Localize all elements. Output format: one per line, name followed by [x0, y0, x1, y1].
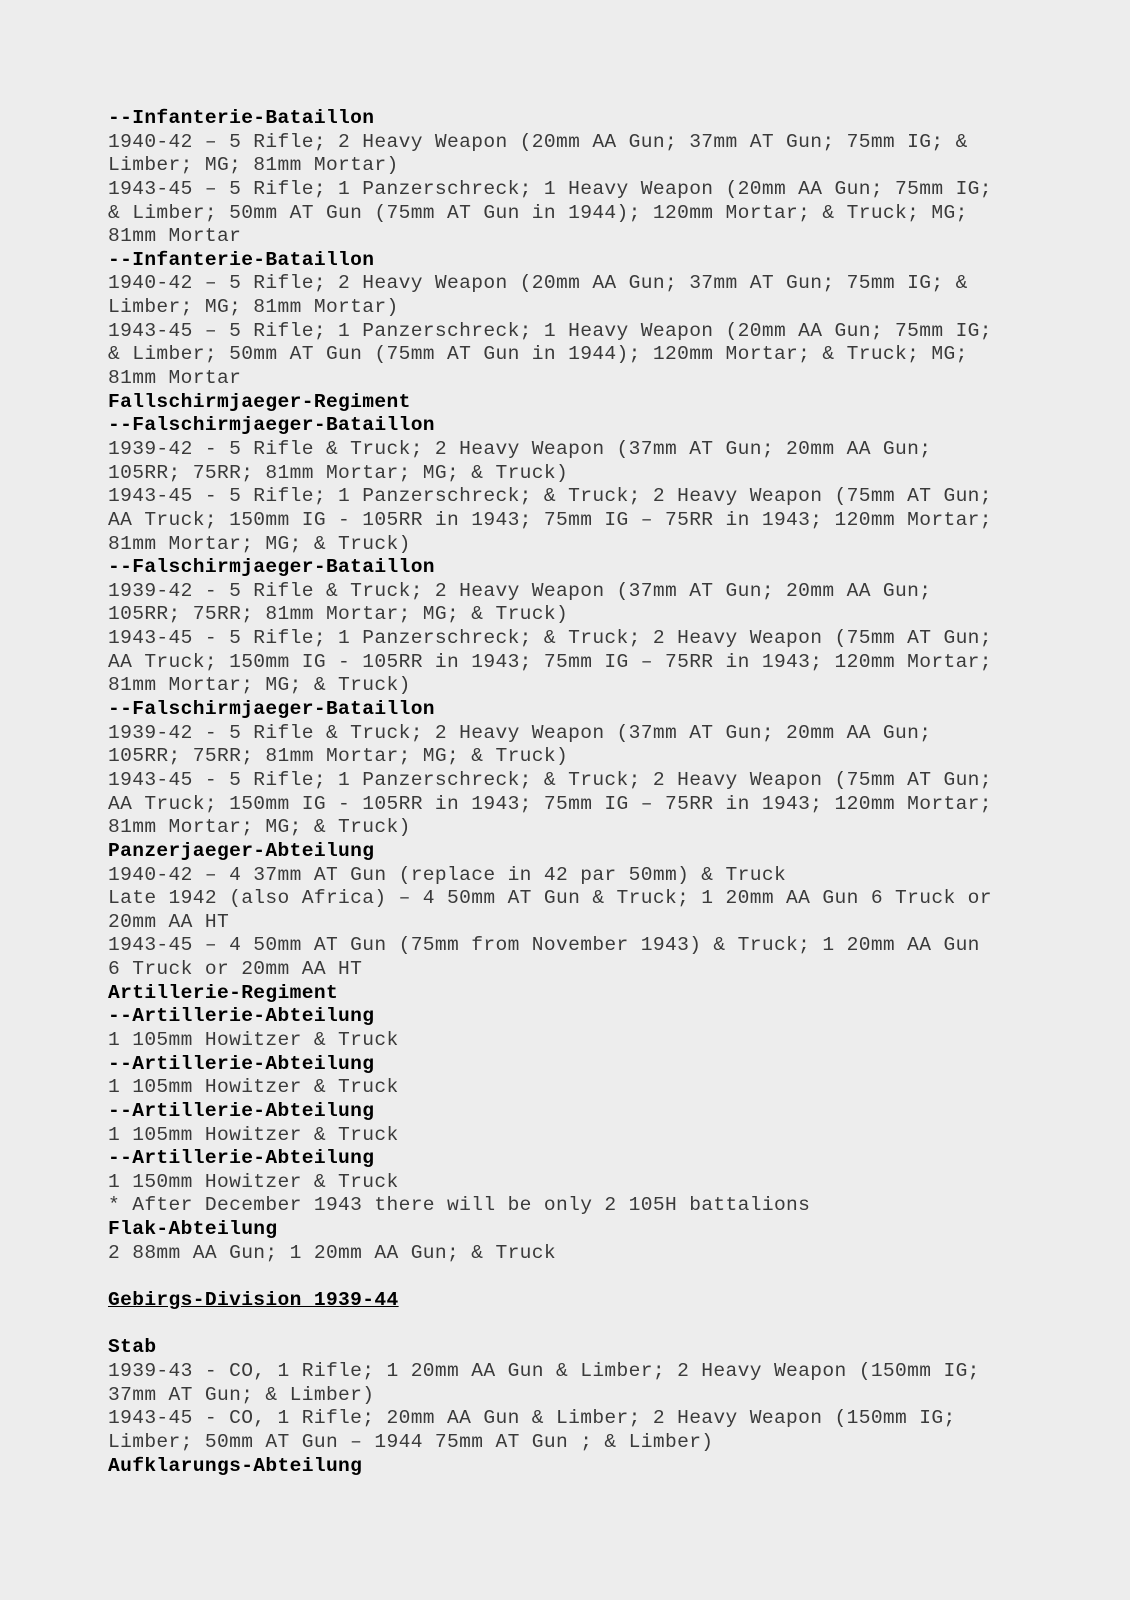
text-line: 1940-42 – 4 37mm AT Gun (replace in 42 par 50mm) & Truck — [108, 863, 787, 886]
text-line: 105RR; 75RR; 81mm Mortar; MG; & Truck) — [108, 745, 569, 768]
text-line: AA Truck; 150mm IG - 105RR in 1943; 75mm IG – 75RR in 1943; 120mm Mortar; — [108, 650, 992, 673]
section-heading: --Artillerie-Abteilung — [108, 1099, 375, 1122]
text-line: 1943-45 – 5 Rifle; 1 Panzerschreck; 1 Heavy Weapon (20mm AA Gun; 75mm IG; — [108, 319, 992, 342]
text-line: 2 88mm AA Gun; 1 20mm AA Gun; & Truck — [108, 1241, 557, 1264]
text-line: 37mm AT Gun; & Limber) — [108, 1383, 375, 1406]
text-line: 81mm Mortar; MG; & Truck) — [108, 674, 411, 697]
section-heading: --Falschirmjaeger-Bataillon — [108, 414, 435, 437]
text-line: 1940-42 – 5 Rifle; 2 Heavy Weapon (20mm AA Gun; 37mm AT Gun; 75mm IG; & — [108, 272, 968, 295]
text-line: 81mm Mortar — [108, 367, 242, 390]
text-line: 1943-45 - 5 Rifle; 1 Panzerschreck; & Truck; 2 Heavy Weapon (75mm AT Gun; — [108, 485, 992, 508]
section-heading: Panzerjaeger-Abteilung — [108, 839, 375, 862]
text-line: & Limber; 50mm AT Gun (75mm AT Gun in 1944); 120mm Mortar; & Truck; MG; — [108, 201, 968, 224]
section-heading: Stab — [108, 1336, 157, 1359]
text-line: 1943-45 - 5 Rifle; 1 Panzerschreck; & Truck; 2 Heavy Weapon (75mm AT Gun; — [108, 768, 992, 791]
document-body — [108, 107, 1108, 1478]
text-line: 81mm Mortar; MG; & Truck) — [108, 532, 411, 555]
text-line: 1939-42 - 5 Rifle & Truck; 2 Heavy Weapon (37mm AT Gun; 20mm AA Gun; — [108, 721, 932, 744]
text-line: Limber; MG; 81mm Mortar) — [108, 154, 399, 177]
section-heading: --Infanterie-Bataillon — [108, 107, 375, 129]
section-heading: --Artillerie-Abteilung — [108, 1147, 375, 1170]
text-line: AA Truck; 150mm IG - 105RR in 1943; 75mm IG – 75RR in 1943; 120mm Mortar; — [108, 792, 992, 815]
section-heading: Flak-Abteilung — [108, 1218, 278, 1241]
text-line: 81mm Mortar; MG; & Truck) — [108, 816, 411, 839]
section-heading: --Infanterie-Bataillon — [108, 248, 375, 271]
division-title: Gebirgs-Division 1939-44 — [108, 1289, 399, 1312]
text-line: Late 1942 (also Africa) – 4 50mm AT Gun & Truck; 1 20mm AA Gun 6 Truck or — [108, 887, 992, 910]
blank-line — [108, 1265, 1108, 1289]
text-line: 1943-45 – 5 Rifle; 1 Panzerschreck; 1 Heavy Weapon (20mm AA Gun; 75mm IG; — [108, 177, 992, 200]
text-line: 1943-45 - 5 Rifle; 1 Panzerschreck; & Truck; 2 Heavy Weapon (75mm AT Gun; — [108, 627, 992, 650]
text-line: 105RR; 75RR; 81mm Mortar; MG; & Truck) — [108, 461, 569, 484]
text-line: 1943-45 - CO, 1 Rifle; 20mm AA Gun & Limber; 2 Heavy Weapon (150mm IG; — [108, 1407, 956, 1430]
section-heading: --Falschirmjaeger-Bataillon — [108, 556, 435, 579]
text-line: 1940-42 – 5 Rifle; 2 Heavy Weapon (20mm AA Gun; 37mm AT Gun; 75mm IG; & — [108, 130, 968, 153]
text-line: 1943-45 – 4 50mm AT Gun (75mm from November 1943) & Truck; 1 20mm AA Gun — [108, 934, 980, 957]
text-line: 81mm Mortar — [108, 225, 242, 248]
text-line: 6 Truck or 20mm AA HT — [108, 958, 363, 981]
text-line: 1 105mm Howitzer & Truck — [108, 1123, 399, 1146]
text-line: 1 150mm Howitzer & Truck — [108, 1170, 399, 1193]
section-heading: --Falschirmjaeger-Bataillon — [108, 698, 435, 721]
blank-line — [108, 1313, 1108, 1337]
text-line: 1 105mm Howitzer & Truck — [108, 1028, 399, 1051]
text-line: Limber; 50mm AT Gun – 1944 75mm AT Gun ; & Limber) — [108, 1430, 714, 1453]
text-line: 105RR; 75RR; 81mm Mortar; MG; & Truck) — [108, 603, 569, 626]
section-heading: --Artillerie-Abteilung — [108, 1052, 375, 1075]
section-heading: Aufklarungs-Abteilung — [108, 1454, 363, 1477]
text-line: 1939-42 - 5 Rifle & Truck; 2 Heavy Weapon (37mm AT Gun; 20mm AA Gun; — [108, 437, 932, 460]
text-line: 1 105mm Howitzer & Truck — [108, 1076, 399, 1099]
text-line: 1939-43 - CO, 1 Rifle; 1 20mm AA Gun & Limber; 2 Heavy Weapon (150mm IG; — [108, 1359, 980, 1382]
section-heading: --Artillerie-Abteilung — [108, 1005, 375, 1028]
text-line: 1939-42 - 5 Rifle & Truck; 2 Heavy Weapon (37mm AT Gun; 20mm AA Gun; — [108, 579, 932, 602]
section-heading: Fallschirmjaeger-Regiment — [108, 390, 411, 413]
text-line: * After December 1943 there will be only 2 105H battalions — [108, 1194, 811, 1217]
text-line: 20mm AA HT — [108, 910, 230, 933]
section-heading: Artillerie-Regiment — [108, 981, 339, 1004]
text-line: Limber; MG; 81mm Mortar) — [108, 296, 399, 319]
text-line: AA Truck; 150mm IG - 105RR in 1943; 75mm IG – 75RR in 1943; 120mm Mortar; — [108, 508, 992, 531]
text-line: & Limber; 50mm AT Gun (75mm AT Gun in 1944); 120mm Mortar; & Truck; MG; — [108, 343, 968, 366]
